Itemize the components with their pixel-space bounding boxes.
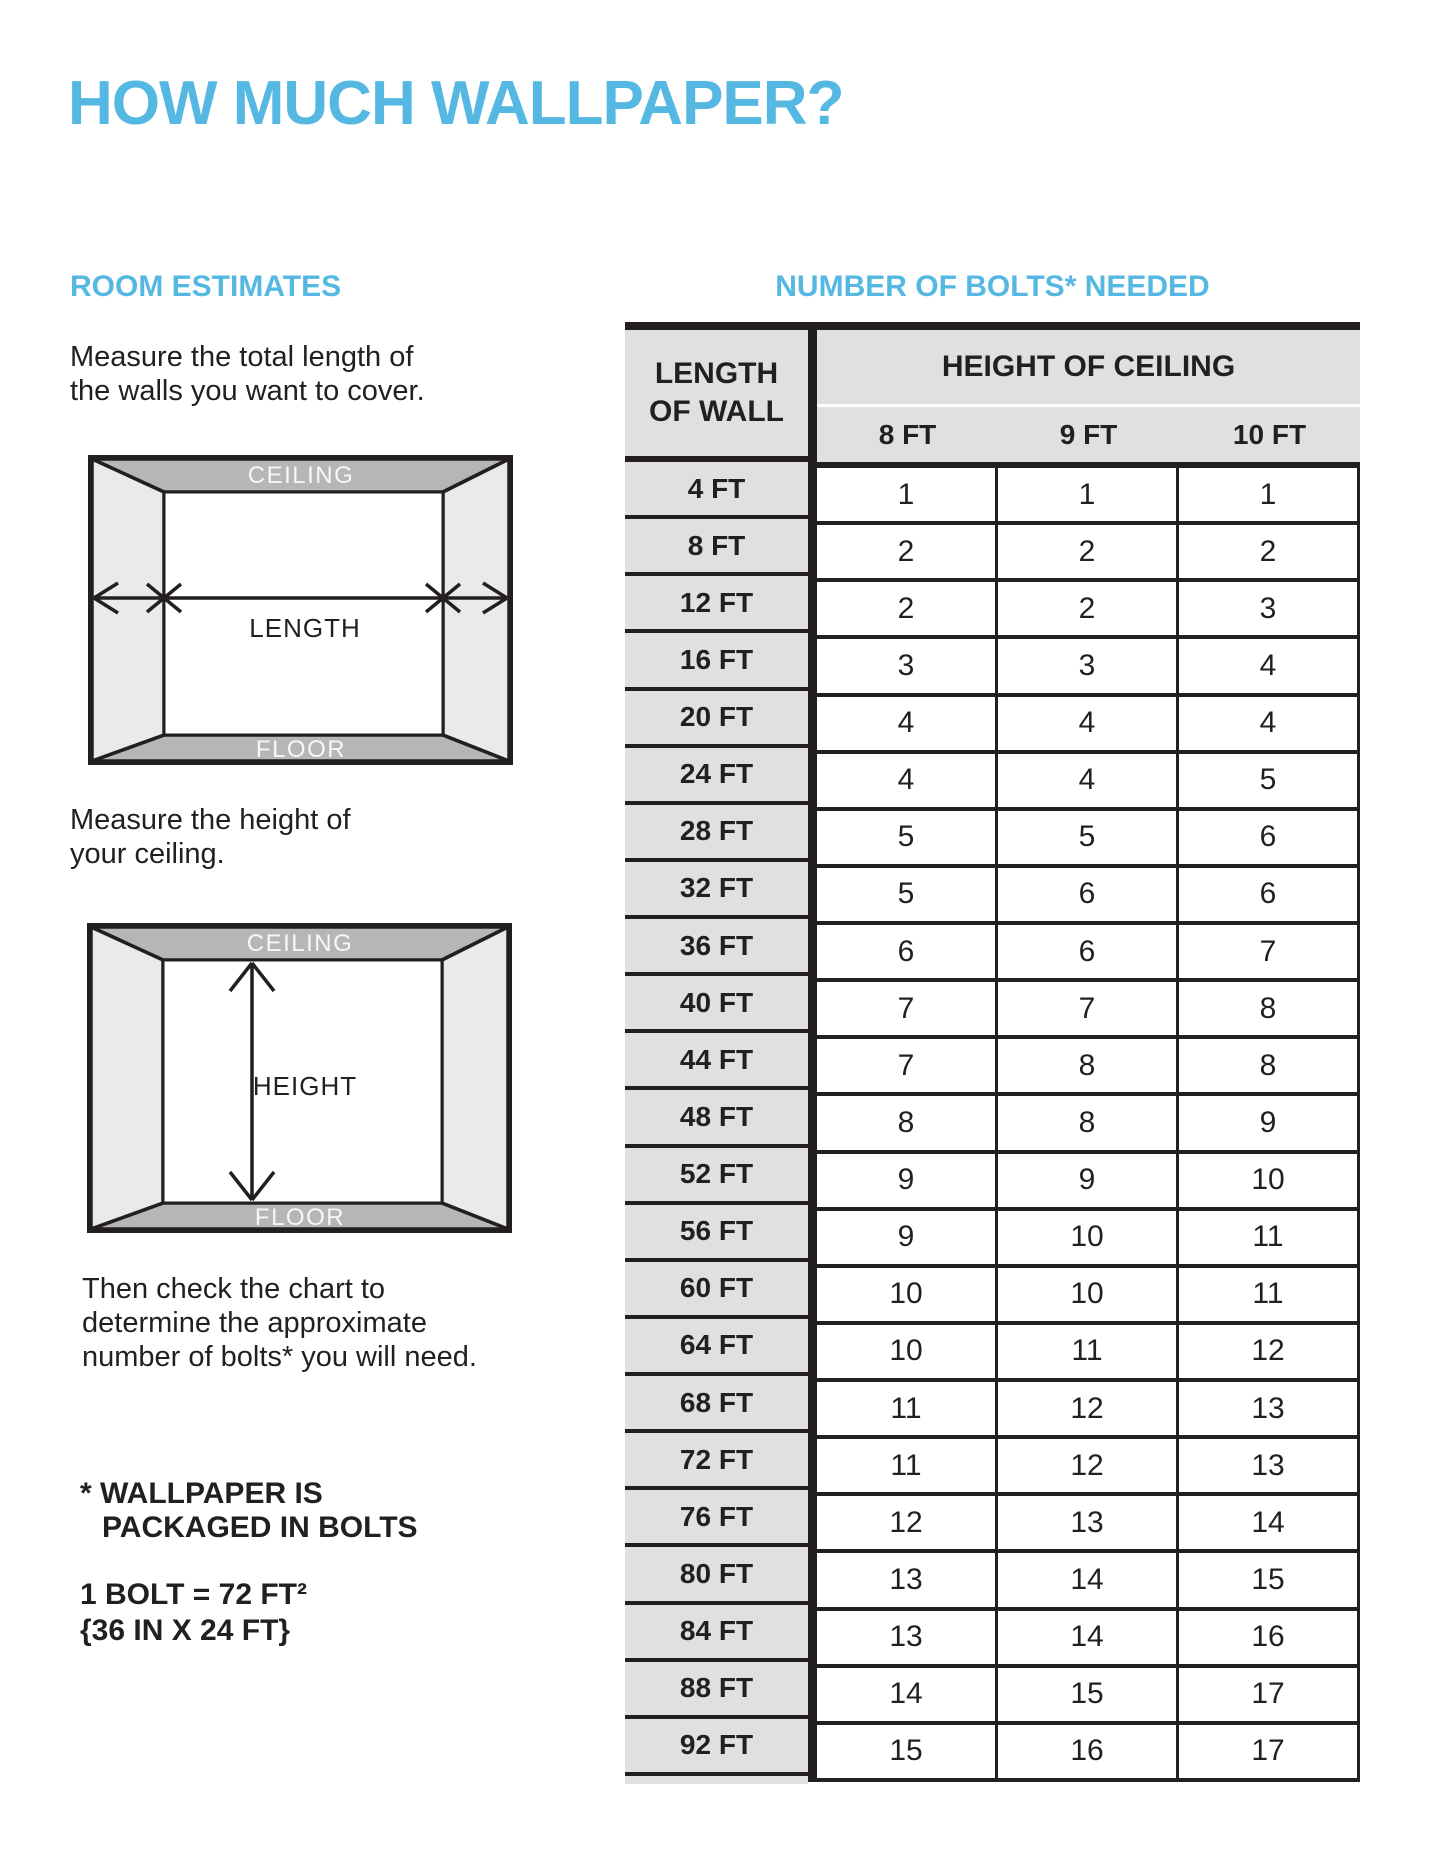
wall-length-cell: 40 FT bbox=[625, 976, 808, 1033]
table-row bbox=[817, 1611, 1360, 1668]
bolt-count-cell: 15 bbox=[1179, 1553, 1360, 1606]
wall-length-cell: 52 FT bbox=[625, 1148, 808, 1205]
bolt-count-cell: 16 bbox=[998, 1725, 1179, 1778]
bolt-count-cell: 4 bbox=[1179, 697, 1360, 750]
bolt-count-cell: 7 bbox=[1179, 925, 1360, 978]
bolt-count-cell: 3 bbox=[998, 639, 1179, 692]
table-row bbox=[817, 468, 1360, 525]
bolt-count-cell: 15 bbox=[998, 1668, 1179, 1721]
bolt-count-cell: 12 bbox=[817, 1496, 998, 1549]
bolt-count-cell: 8 bbox=[1179, 982, 1360, 1035]
bolt-count-cell: 13 bbox=[1179, 1439, 1360, 1492]
ceiling-label: CEILING bbox=[247, 462, 355, 489]
bolt-count-cell: 13 bbox=[998, 1496, 1179, 1549]
bolt-count-cell: 12 bbox=[998, 1382, 1179, 1435]
bolt-count-cell: 16 bbox=[1179, 1611, 1360, 1664]
table-row bbox=[817, 582, 1360, 639]
wall-length-cell: 24 FT bbox=[625, 748, 808, 805]
wall-length-cell: 84 FT bbox=[625, 1605, 808, 1662]
bolt-count-cell: 5 bbox=[817, 811, 998, 864]
bolt-count-cell: 1 bbox=[998, 468, 1179, 521]
table-row bbox=[817, 1154, 1360, 1211]
instruction-measure-length bbox=[70, 340, 425, 408]
bolt-count-cell: 6 bbox=[998, 925, 1179, 978]
wall-length-cell: 32 FT bbox=[625, 862, 808, 919]
bolt-count-cell: 4 bbox=[998, 754, 1179, 807]
bolt-dimensions: {36 IN X 24 FT} bbox=[80, 1614, 291, 1647]
bolt-count-cell: 13 bbox=[1179, 1382, 1360, 1435]
bolt-values-area bbox=[817, 330, 1360, 1782]
bolt-count-cell: 2 bbox=[998, 582, 1179, 635]
table-row bbox=[817, 754, 1360, 811]
bolt-count-cell: 11 bbox=[1179, 1268, 1360, 1321]
instruction-check-chart bbox=[82, 1272, 477, 1374]
bolt-count-cell: 9 bbox=[817, 1154, 998, 1207]
bolt-count-cell: 5 bbox=[817, 868, 998, 921]
instruction-line: number of bolts* you will need. bbox=[82, 1341, 477, 1373]
wall-length-cell: 80 FT bbox=[625, 1547, 808, 1604]
table-row bbox=[817, 1096, 1360, 1153]
wall-length-cell: 72 FT bbox=[625, 1433, 808, 1490]
bolt-count-cell: 14 bbox=[817, 1668, 998, 1721]
bolt-count-cell: 10 bbox=[817, 1325, 998, 1378]
instruction-line: Measure the total length of bbox=[70, 341, 414, 373]
col-header-height-of-ceiling: HEIGHT OF CEILING bbox=[817, 330, 1360, 404]
wall-length-cell: 4 FT bbox=[625, 462, 808, 519]
bolt-count-cell: 6 bbox=[998, 868, 1179, 921]
header-line: LENGTH bbox=[654, 357, 779, 390]
header-line: OF WALL bbox=[649, 395, 784, 428]
bolt-count-cell: 12 bbox=[998, 1439, 1179, 1492]
instruction-measure-height bbox=[70, 803, 351, 871]
bolt-count-cell: 9 bbox=[1179, 1096, 1360, 1149]
bolt-count-cell: 7 bbox=[998, 982, 1179, 1035]
table-row bbox=[817, 525, 1360, 582]
table-row bbox=[817, 868, 1360, 925]
bolt-count-cell: 13 bbox=[817, 1553, 998, 1606]
col-header-8-ft: 8 FT bbox=[878, 418, 937, 450]
wall-length-cell: 28 FT bbox=[625, 805, 808, 862]
wall-length-cell: 88 FT bbox=[625, 1662, 808, 1719]
wall-length-cell: 16 FT bbox=[625, 633, 808, 690]
bolt-count-cell: 8 bbox=[998, 1039, 1179, 1092]
table-row bbox=[817, 1496, 1360, 1553]
bolt-count-cell: 11 bbox=[998, 1325, 1179, 1378]
instruction-line: determine the approximate bbox=[82, 1307, 427, 1339]
bolt-count-cell: 9 bbox=[817, 1211, 998, 1264]
bolt-count-cell: 8 bbox=[1179, 1039, 1360, 1092]
wall-length-cell: 64 FT bbox=[625, 1319, 808, 1376]
table-row bbox=[817, 1668, 1360, 1725]
bolt-count-cell: 17 bbox=[1179, 1725, 1360, 1778]
footnote-line: PACKAGED IN BOLTS bbox=[102, 1511, 418, 1544]
table-top-border bbox=[625, 322, 1360, 330]
bolt-count-cell: 6 bbox=[1179, 868, 1360, 921]
bolt-count-cell: 2 bbox=[998, 525, 1179, 578]
table-row bbox=[817, 1039, 1360, 1096]
room-length-diagram bbox=[88, 455, 513, 765]
instruction-line: your ceiling. bbox=[70, 838, 225, 870]
wall-length-cell: 76 FT bbox=[625, 1490, 808, 1547]
ceiling-height-subheader bbox=[817, 407, 1360, 462]
table-row bbox=[817, 1211, 1360, 1268]
wall-length-cell: 36 FT bbox=[625, 919, 808, 976]
wall-length-cell: 92 FT bbox=[625, 1719, 808, 1776]
table-row bbox=[817, 1553, 1360, 1610]
room-height-diagram bbox=[87, 923, 512, 1233]
height-label: HEIGHT bbox=[252, 1071, 358, 1101]
instruction-line: Measure the height of bbox=[70, 804, 351, 836]
bolt-count-cell: 6 bbox=[1179, 811, 1360, 864]
bolt-count-cell: 5 bbox=[1179, 754, 1360, 807]
wall-length-cell: 68 FT bbox=[625, 1376, 808, 1433]
floor-label: FLOOR bbox=[254, 1204, 346, 1231]
room-estimates-heading: ROOM ESTIMATES bbox=[70, 270, 342, 303]
bolt-count-cell: 4 bbox=[998, 697, 1179, 750]
wall-length-cell: 56 FT bbox=[625, 1205, 808, 1262]
footnote-line: * WALLPAPER IS bbox=[80, 1477, 323, 1510]
bolt-count-cell: 11 bbox=[817, 1382, 998, 1435]
table-row bbox=[817, 1725, 1360, 1782]
bolt-count-cell: 9 bbox=[998, 1154, 1179, 1207]
instruction-line: Then check the chart to bbox=[82, 1273, 386, 1305]
bolt-count-cell: 11 bbox=[817, 1439, 998, 1492]
wallpaper-bolts-footnote bbox=[80, 1477, 418, 1545]
bolt-size-info bbox=[80, 1577, 307, 1649]
table-row bbox=[817, 1439, 1360, 1496]
wall-length-cell: 8 FT bbox=[625, 519, 808, 576]
table-row bbox=[817, 639, 1360, 696]
bolt-count-cell: 14 bbox=[998, 1553, 1179, 1606]
bolt-count-cell: 2 bbox=[817, 582, 998, 635]
bolt-count-cell: 1 bbox=[1179, 468, 1360, 521]
table-header bbox=[817, 330, 1360, 468]
instruction-line: the walls you want to cover. bbox=[70, 375, 425, 407]
bolt-count-cell: 10 bbox=[998, 1211, 1179, 1264]
bolt-count-cell: 7 bbox=[817, 1039, 998, 1092]
bolt-count-cell: 14 bbox=[1179, 1496, 1360, 1549]
table-row bbox=[817, 1382, 1360, 1439]
bolt-count-cell: 5 bbox=[998, 811, 1179, 864]
table-vertical-divider bbox=[808, 330, 817, 1782]
bolt-count-cell: 1 bbox=[817, 468, 998, 521]
wall-length-cell: 12 FT bbox=[625, 576, 808, 633]
ceiling-label: CEILING bbox=[246, 930, 354, 957]
bolt-count-cell: 14 bbox=[998, 1611, 1179, 1664]
floor-label: FLOOR bbox=[255, 736, 347, 763]
bolt-count-cell: 4 bbox=[1179, 639, 1360, 692]
bolt-count-cell: 17 bbox=[1179, 1668, 1360, 1721]
col-header-10-ft: 10 FT bbox=[1232, 418, 1307, 450]
bolt-count-cell: 10 bbox=[817, 1268, 998, 1321]
bolt-count-cell: 13 bbox=[817, 1611, 998, 1664]
left-column-stub bbox=[625, 1776, 808, 1784]
bolt-count-cell: 2 bbox=[817, 525, 998, 578]
bolt-count-cell: 4 bbox=[817, 697, 998, 750]
bolt-count-cell: 8 bbox=[998, 1096, 1179, 1149]
wall-length-cell: 44 FT bbox=[625, 1033, 808, 1090]
bolt-count-cell: 10 bbox=[998, 1268, 1179, 1321]
table-row bbox=[817, 811, 1360, 868]
bolt-count-cell: 8 bbox=[817, 1096, 998, 1149]
bolt-count-cell: 4 bbox=[817, 754, 998, 807]
bolt-count-cell: 2 bbox=[1179, 525, 1360, 578]
length-of-wall-column bbox=[625, 330, 808, 1784]
bolt-count-cell: 3 bbox=[817, 639, 998, 692]
col-header-9-ft: 9 FT bbox=[1059, 418, 1118, 450]
bolt-count-cell: 10 bbox=[1179, 1154, 1360, 1207]
number-of-bolts-heading: NUMBER OF BOLTS* NEEDED bbox=[775, 270, 1210, 303]
bolt-equation: 1 BOLT = 72 FT² bbox=[80, 1578, 307, 1611]
bolt-count-cell: 3 bbox=[1179, 582, 1360, 635]
table-row bbox=[817, 1268, 1360, 1325]
col-header-length-of-wall bbox=[625, 330, 808, 462]
bolt-count-cell: 11 bbox=[1179, 1211, 1360, 1264]
table-row bbox=[817, 1325, 1360, 1382]
page-title: HOW MUCH WALLPAPER? bbox=[68, 69, 844, 138]
table-row bbox=[817, 982, 1360, 1039]
bolt-count-cell: 6 bbox=[817, 925, 998, 978]
length-label: LENGTH bbox=[249, 613, 361, 643]
table-row bbox=[817, 925, 1360, 982]
wall-length-cell: 60 FT bbox=[625, 1262, 808, 1319]
bolt-count-cell: 15 bbox=[817, 1725, 998, 1778]
bolt-count-cell: 12 bbox=[1179, 1325, 1360, 1378]
table-row bbox=[817, 697, 1360, 754]
bolts-needed-table bbox=[625, 322, 1360, 1784]
wall-length-cell: 20 FT bbox=[625, 691, 808, 748]
bolt-count-cell: 7 bbox=[817, 982, 998, 1035]
wall-length-cell: 48 FT bbox=[625, 1090, 808, 1147]
